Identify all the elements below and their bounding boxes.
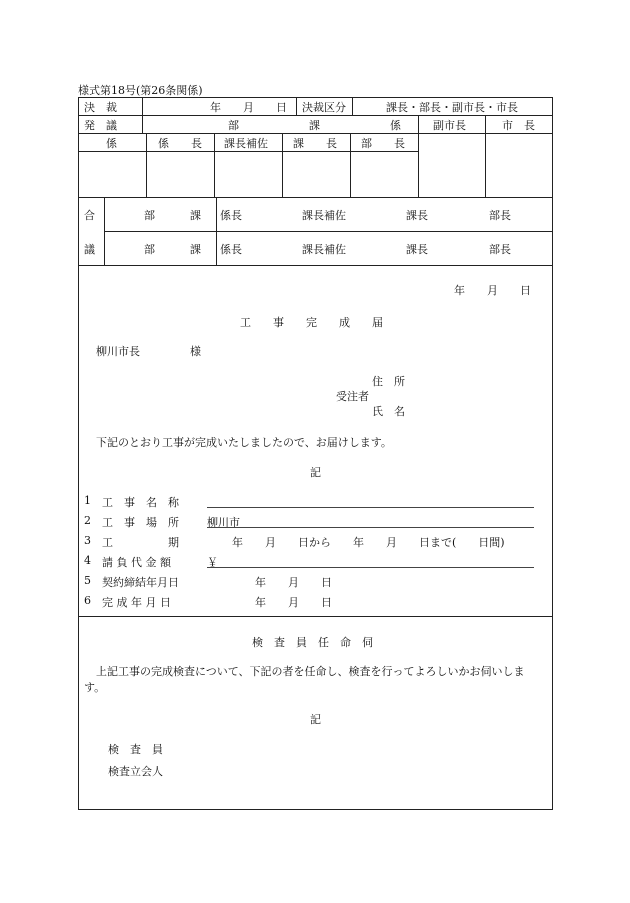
col-bucho: 部 長	[361, 137, 405, 150]
notice-body: 下記のとおり工事が完成いたしましたので、お届けします。	[96, 436, 392, 449]
kessai-kubun-label: 決裁区分	[302, 101, 346, 114]
item-5-no: 5	[84, 574, 91, 587]
aigi-row1-ka: 課	[190, 209, 201, 222]
item-6-no: 6	[84, 594, 91, 607]
col-kacho: 課 長	[293, 137, 337, 150]
form-frame	[78, 97, 553, 810]
notice-date: 年 月 日	[454, 284, 531, 297]
fuku-shicho-label: 副市長	[433, 119, 466, 132]
item-3-no: 3	[84, 534, 91, 547]
item-2-value: 柳川市	[207, 516, 240, 529]
item-6-value: 年 月 日	[255, 596, 332, 609]
item-5-value: 年 月 日	[255, 576, 332, 589]
inspection-body-line2: す。	[84, 681, 106, 694]
notice-title: 工 事 完 成 届	[240, 316, 383, 329]
inspection-title: 検 査 員 任 命 伺	[252, 636, 373, 649]
name-label: 氏 名	[372, 405, 405, 418]
hatsugi-kakari: 係	[390, 119, 401, 132]
kessai-date: 年 月 日	[210, 101, 287, 114]
aigi-label-bottom: 議	[84, 243, 95, 256]
inspection-body-line1: 上記工事の完成検査について、下記の者を任命し、検査を行ってよろしいかお伺いしま	[96, 665, 525, 678]
aigi-row1-kacho: 課長	[406, 209, 428, 222]
form-number: 様式第18号(第26条関係)	[78, 84, 203, 97]
item-2-label: 工 事 場 所	[102, 516, 179, 529]
inspection-ki: 記	[310, 713, 321, 726]
item-4-label: 請 負 代 金 額	[102, 556, 171, 569]
aigi-row1-kachohosa: 課長補佐	[302, 209, 346, 222]
aigi-label-top: 合	[84, 209, 95, 222]
witness-label: 検査立会人	[108, 765, 163, 778]
item-5-label: 契約締結年月日	[102, 576, 179, 589]
item-1-underline	[207, 507, 534, 508]
shicho-label: 市 長	[502, 119, 535, 132]
item-1-label: 工 事 名 称	[102, 496, 179, 509]
item-3-value: 年 月 日から 年 月 日まで( 日間)	[232, 536, 505, 549]
addressee-sama: 様	[190, 345, 201, 358]
kessai-label: 決 裁	[84, 101, 117, 114]
kessai-kubun-value: 課長・部長・副市長・市長	[386, 101, 518, 114]
hatsugi-ka: 課	[309, 119, 320, 132]
item-4-value: ￥	[207, 556, 218, 569]
col-kakari: 係	[106, 137, 117, 150]
aigi-row2-kachohosa: 課長補佐	[302, 243, 346, 256]
aigi-row2-bucho: 部長	[489, 243, 511, 256]
aigi-row2-kacho: 課長	[406, 243, 428, 256]
aigi-row2-bu: 部	[144, 243, 155, 256]
item-6-label: 完 成 年 月 日	[102, 596, 171, 609]
notice-ki: 記	[310, 466, 321, 479]
hatsugi-bu: 部	[228, 119, 239, 132]
item-2-no: 2	[84, 514, 91, 527]
col-kakaricho: 係 長	[158, 137, 202, 150]
col-kachohosa: 課長補佐	[224, 137, 268, 150]
addressee: 柳川市長	[96, 345, 140, 358]
aigi-row1-bu: 部	[144, 209, 155, 222]
aigi-row2-kakaricho: 係長	[220, 243, 242, 256]
item-4-underline	[207, 567, 534, 568]
address-label: 住 所	[372, 375, 405, 388]
hatsugi-label: 発 議	[84, 119, 117, 132]
item-4-no: 4	[84, 554, 91, 567]
aigi-row1-bucho: 部長	[489, 209, 511, 222]
aigi-row1-kakaricho: 係長	[220, 209, 242, 222]
aigi-row2-ka: 課	[190, 243, 201, 256]
item-3-label: 工 期	[102, 536, 179, 549]
item-1-no: 1	[84, 494, 91, 507]
contractor-label: 受注者	[336, 390, 369, 403]
inspector-label: 検 査 員	[108, 743, 163, 756]
item-2-underline	[207, 527, 534, 528]
